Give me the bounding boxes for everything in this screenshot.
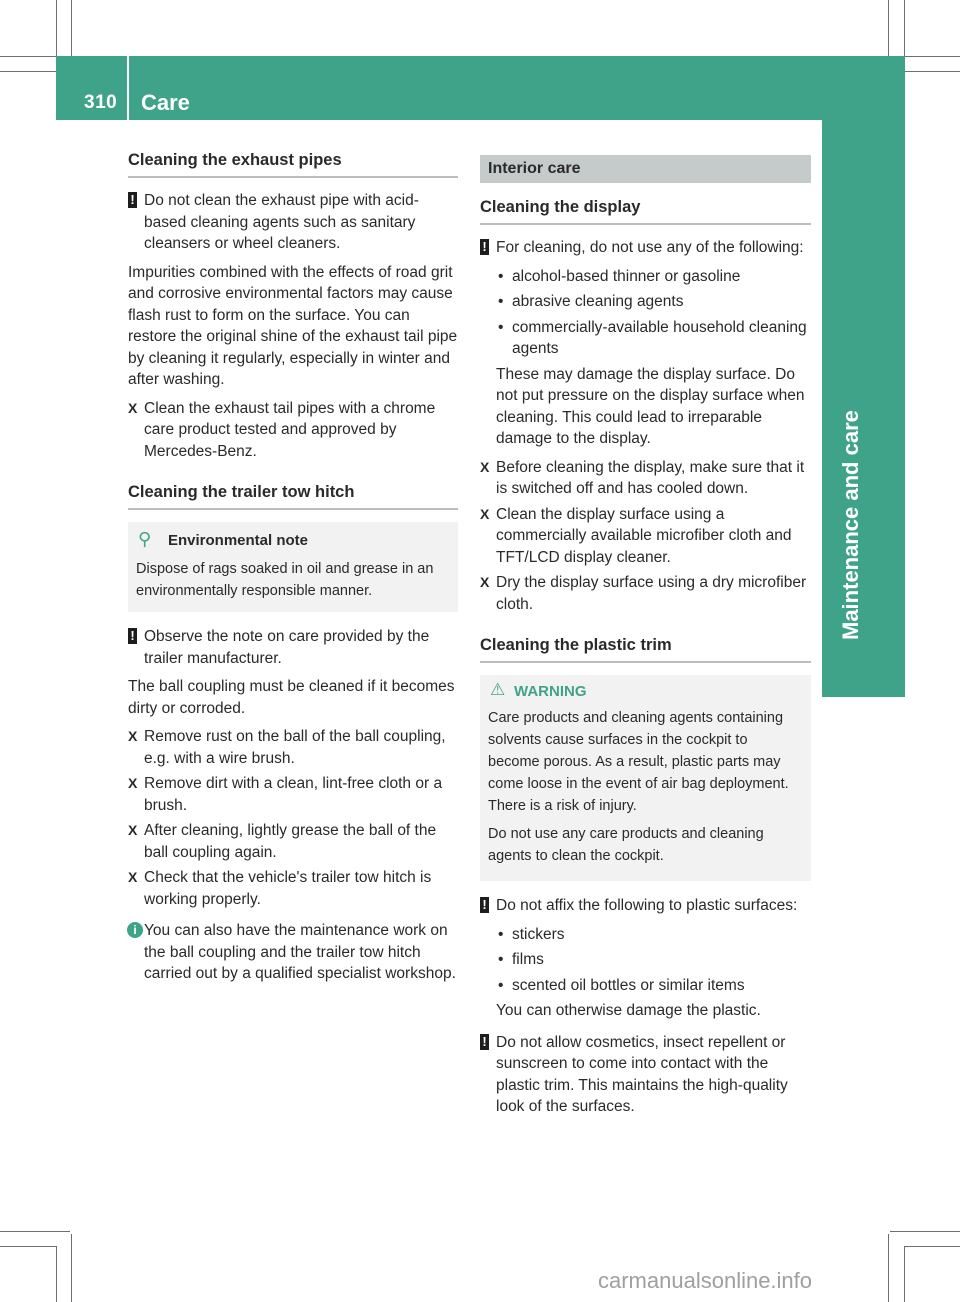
- step-trailer-3: [128, 820, 458, 863]
- side-tab-label: Maintenance and care: [838, 410, 863, 640]
- step-icon: X: [128, 399, 138, 416]
- step-icon: X: [128, 775, 138, 791]
- step-text: Remove dirt with a clean, lint-free cloth or a brush.: [144, 775, 443, 814]
- heading-exhaust: Cleaning the exhaust pipes: [128, 150, 458, 178]
- list-item: • abrasive cleaning agents: [496, 291, 811, 313]
- crop-mark: [0, 1246, 56, 1247]
- crop-mark: [0, 1231, 70, 1232]
- notice-icon: !: [128, 192, 137, 208]
- step-display-2: [480, 504, 811, 569]
- heading-display: Cleaning the display: [480, 197, 811, 225]
- step-trailer-2: [128, 773, 458, 816]
- notice-icon: !: [480, 897, 489, 913]
- crop-mark: [890, 1231, 960, 1232]
- step-icon: X: [480, 458, 490, 475]
- step-text: After cleaning, lightly grease the ball of the ball coupling again.: [144, 822, 437, 861]
- step-text: Clean the display surface using a commercially available microfiber cloth and TFT/LCD display cleaner.: [496, 505, 792, 566]
- step-text: Dry the display surface using a dry microfiber cloth.: [496, 574, 807, 613]
- environmental-note-box: [128, 522, 458, 612]
- notice-text: Do not allow cosmetics, insect repellent or sunscreen to come into contact with the plastic trim. This maintains the high-quality look of the surfaces.: [496, 1033, 788, 1115]
- step-text: Check that the vehicle's trailer tow hitch is working properly.: [144, 869, 432, 908]
- warning-text: Do not use any care products and cleaning agents to clean the cockpit.: [488, 826, 764, 864]
- info-text: You can also have the maintenance work on the ball coupling and the trailer tow hitch carried out by a qualified specialist workshop.: [144, 922, 456, 982]
- warning-title: [488, 681, 803, 703]
- list-item: • stickers: [496, 924, 811, 946]
- warning-title-text: WARNING: [514, 683, 587, 700]
- crop-mark: [0, 56, 56, 57]
- step-icon: X: [480, 574, 490, 590]
- notice-trailer: [128, 626, 458, 669]
- heading-plastic: Cleaning the plastic trim: [480, 635, 811, 663]
- notice-text: Observe the note on care provided by the trailer manufacturer.: [144, 628, 430, 667]
- right-column: [480, 155, 811, 1125]
- crop-mark: [71, 1234, 72, 1302]
- info-icon: i: [127, 922, 143, 938]
- notice-text: Do not affix the following to plastic surfaces:: [496, 897, 798, 914]
- notice-plastic-2: [480, 1032, 811, 1118]
- step-text: Before cleaning the display, make sure that it is switched off and has cooled down.: [496, 458, 805, 497]
- warning-text: Care products and cleaning agents containing solvents cause surfaces in the cockpit to become porous. As a result, plastic parts may come loose in the event of air bag deployment. There is a risk of injury.: [488, 710, 789, 814]
- list-item: • films: [496, 949, 811, 971]
- step-trailer-1: [128, 726, 458, 769]
- interior-care-title: Interior care: [480, 155, 811, 183]
- notice-text: Do not clean the exhaust pipe with acid-based cleaning agents such as sanitary cleansers or wheel cleaners.: [144, 192, 419, 252]
- left-column: [128, 150, 458, 992]
- step-trailer-4: [128, 867, 458, 910]
- notice-icon: !: [480, 1034, 489, 1050]
- heading-trailer: Cleaning the trailer tow hitch: [128, 482, 458, 510]
- notice-plastic-tail: You can otherwise damage the plastic.: [496, 1002, 761, 1019]
- crop-mark: [905, 56, 960, 57]
- env-note-title-text: Environmental note: [168, 532, 309, 549]
- warning-icon: ⚠: [490, 680, 506, 699]
- notice-plastic-1: [480, 895, 811, 917]
- paragraph-exhaust: Impurities combined with the effects of road grit and corrosive environmental factors may cause flash rust to form on the surface. You can restore the original shine of the exhaust tail pipe by cleaning it regularly, especially in winter and after washing.: [128, 263, 458, 388]
- crop-mark: [904, 1246, 905, 1302]
- section-title: Care: [141, 90, 190, 115]
- crop-mark: [56, 1246, 57, 1302]
- info-trailer: [128, 920, 458, 985]
- env-note-title: [136, 530, 450, 552]
- lightbulb-icon: ⚲: [138, 529, 152, 549]
- watermark: carmanualsonline.info: [598, 1268, 813, 1293]
- notice-icon: !: [480, 239, 489, 255]
- header-divider: [127, 56, 129, 120]
- notice-display: [480, 237, 811, 259]
- step-display-3: [480, 572, 811, 615]
- step-icon: X: [128, 728, 138, 744]
- step-icon: X: [128, 869, 138, 885]
- env-note-text: Dispose of rags soaked in oil and grease in an environmentally responsible manner.: [136, 561, 434, 599]
- crop-mark: [56, 0, 57, 56]
- step-icon: X: [128, 822, 138, 838]
- list-item: • scented oil bottles or similar items: [496, 975, 811, 997]
- notice-icon: !: [128, 628, 137, 644]
- warning-box: [480, 675, 811, 881]
- step-display-1: [480, 457, 811, 500]
- step-text: Clean the exhaust tail pipes with a chrome care product tested and approved by Mercedes-Benz.: [144, 399, 436, 460]
- display-bullet-list: [496, 266, 811, 360]
- list-item: • commercially-available household cleaning agents: [496, 317, 811, 360]
- page-number: 310: [84, 92, 118, 113]
- list-item: • alcohol-based thinner or gasoline: [496, 266, 811, 288]
- notice-text: For cleaning, do not use any of the following:: [496, 239, 804, 256]
- notice-display-tail: These may damage the display surface. Do not put pressure on the display surface when cleaning. This could lead to irreparable damage to the display.: [496, 365, 805, 447]
- crop-mark: [905, 1246, 960, 1247]
- plastic-bullet-list: [496, 924, 811, 997]
- crop-mark: [888, 1234, 889, 1302]
- step-text: Remove rust on the ball of the ball coupling, e.g. with a wire brush.: [144, 728, 446, 767]
- step-exhaust: [128, 398, 458, 463]
- step-icon: X: [480, 505, 490, 522]
- paragraph-trailer: The ball coupling must be cleaned if it becomes dirty or corroded.: [128, 678, 455, 717]
- notice-exhaust: [128, 190, 458, 255]
- crop-mark: [904, 0, 905, 56]
